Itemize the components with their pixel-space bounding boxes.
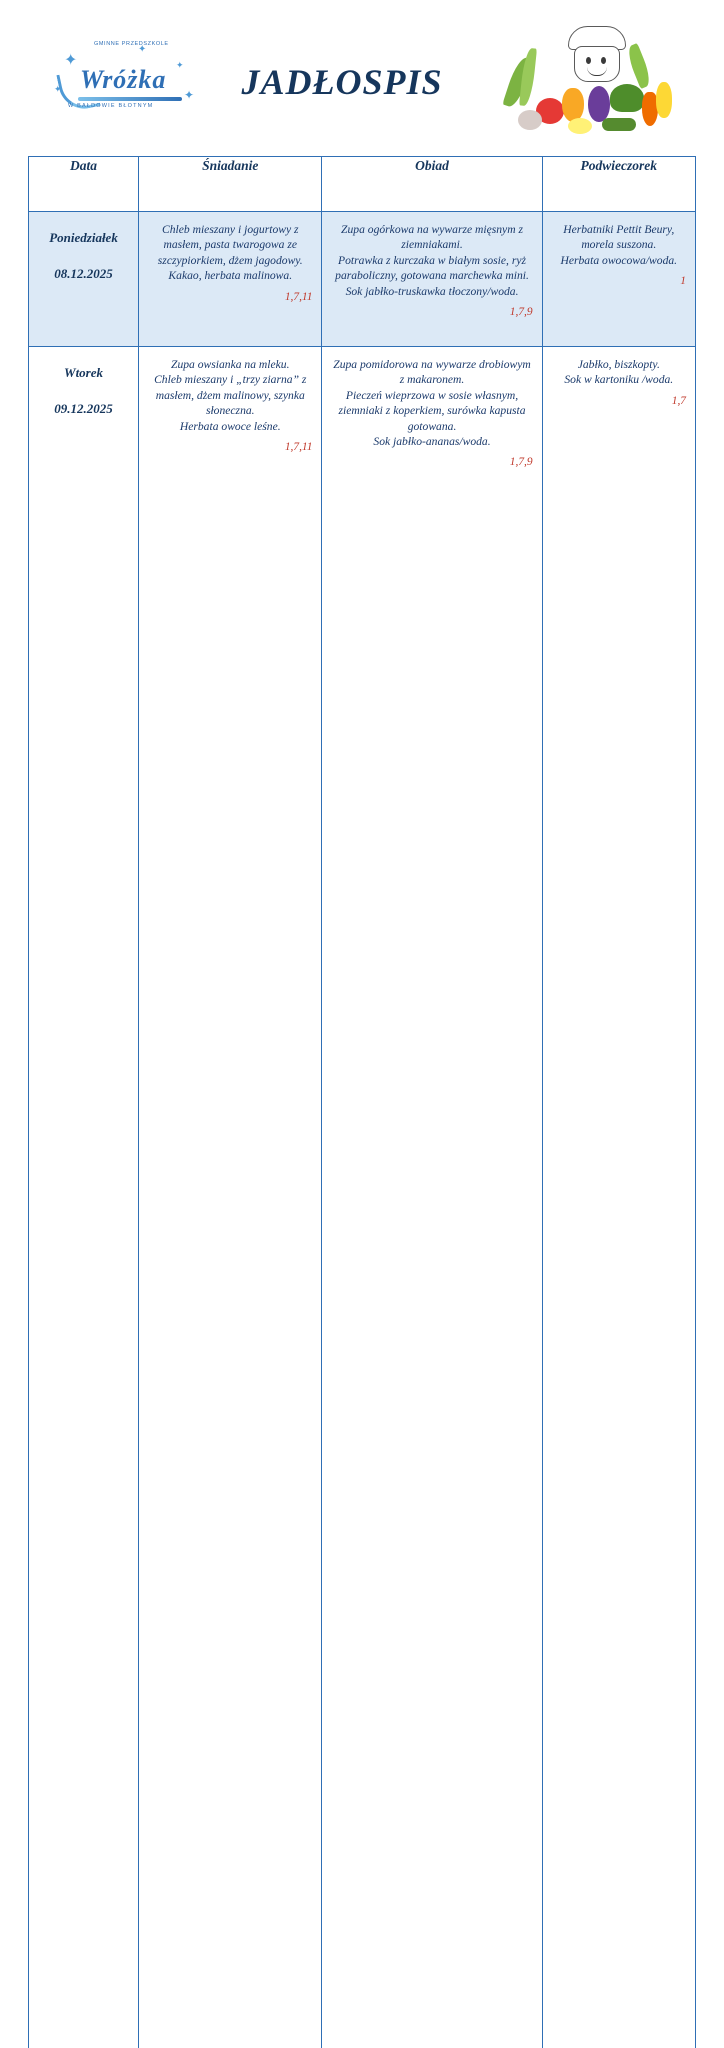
breakfast-text: Zupa owsianka na mleku. Chleb mieszany i „trzy ziarna” z masłem, dżem malinowy, szynka słoneczna. Herbata owoce leśne. xyxy=(148,357,312,434)
lemon-icon xyxy=(568,118,592,134)
snack-text: Herbatniki Pettit Beury, morela suszona. Herbata owocowa/woda. xyxy=(552,222,686,268)
logo-bottom-text: W BAŁDOWIE BŁOTNYM xyxy=(68,103,153,109)
pepper-icon xyxy=(562,88,584,122)
table-header-row xyxy=(29,157,696,212)
lunch-cell xyxy=(322,212,542,347)
lunch-allergens: 1,7,9 xyxy=(331,455,532,470)
leek-icon xyxy=(519,48,537,107)
sparkle-icon: ✦ xyxy=(176,61,184,70)
logo-wordmark: Wróżka xyxy=(80,65,166,95)
broccoli-icon xyxy=(610,84,644,112)
column-header-lunch: Obiad xyxy=(322,157,542,212)
chef-eye-icon xyxy=(586,57,591,64)
day-name: Wtorek xyxy=(33,365,134,381)
sparkle-icon: ✦ xyxy=(64,53,77,69)
column-header-breakfast: Śniadanie xyxy=(139,157,322,212)
breakfast-allergens: 1,7,11 xyxy=(148,440,312,455)
day-date: 08.12.2025 xyxy=(33,266,134,282)
weekly-menu-table xyxy=(28,156,696,2048)
lunch-allergens: 1,7,9 xyxy=(331,305,532,320)
logo-top-text: GMINNE PRZEDSZKOLE xyxy=(94,41,169,47)
chef-smile-icon xyxy=(587,67,607,76)
page-title: JADŁOSPIS xyxy=(178,61,506,103)
snack-cell xyxy=(542,347,695,2048)
lunch-text: Zupa ogórkowa na wywarze mięsnym z ziemniakami. Potrawka z kurczaka w białym sosie, ryż paraboliczny, gotowana marchewka mini. Sok jabłko-truskawka tłoczony/woda. xyxy=(331,222,532,299)
kindergarten-logo xyxy=(38,27,198,137)
column-header-snack: Podwieczorek xyxy=(542,157,695,212)
lunch-cell xyxy=(322,347,542,2048)
onion-icon xyxy=(518,110,542,130)
logo-underline-decoration xyxy=(78,97,182,101)
day-cell xyxy=(29,347,139,2048)
day-cell xyxy=(29,212,139,347)
breakfast-text: Chleb mieszany i jogurtowy z masłem, pasta twarogowa ze szczypiorkiem, dżem jagodowy. Kakao, herbata malinowa. xyxy=(148,222,312,284)
day-date: 09.12.2025 xyxy=(33,401,134,417)
snack-cell xyxy=(542,212,695,347)
snack-allergens: 1,7 xyxy=(552,394,686,409)
chef-eye-icon xyxy=(601,57,606,64)
vegetables-illustration xyxy=(506,26,686,138)
chef-character-icon xyxy=(560,26,636,88)
corn-icon xyxy=(656,82,672,118)
sparkle-icon: ✦ xyxy=(138,45,146,55)
sparkle-icon: ✦ xyxy=(184,89,194,101)
cucumber-icon xyxy=(602,118,636,131)
breakfast-allergens: 1,7,11 xyxy=(148,290,312,305)
table-row xyxy=(29,212,696,347)
document-header xyxy=(28,22,696,142)
breakfast-cell xyxy=(139,212,322,347)
snack-text: Jabłko, biszkopty. Sok w kartoniku /woda. xyxy=(552,357,686,388)
chef-face-icon xyxy=(574,46,620,82)
sparkle-icon: ✦ xyxy=(54,85,62,94)
lunch-text: Zupa pomidorowa na wywarze drobiowym z makaronem. Pieczeń wieprzowa w sosie własnym, ziemniaki z koperkiem, surówka kapusta gotowana. Sok jabłko-ananas/woda. xyxy=(331,357,532,449)
eggplant-icon xyxy=(588,86,610,122)
table-row xyxy=(29,347,696,2048)
day-name: Poniedziałek xyxy=(33,230,134,246)
snack-allergens: 1 xyxy=(552,274,686,289)
breakfast-cell xyxy=(139,347,322,2048)
column-header-date: Data xyxy=(29,157,139,212)
